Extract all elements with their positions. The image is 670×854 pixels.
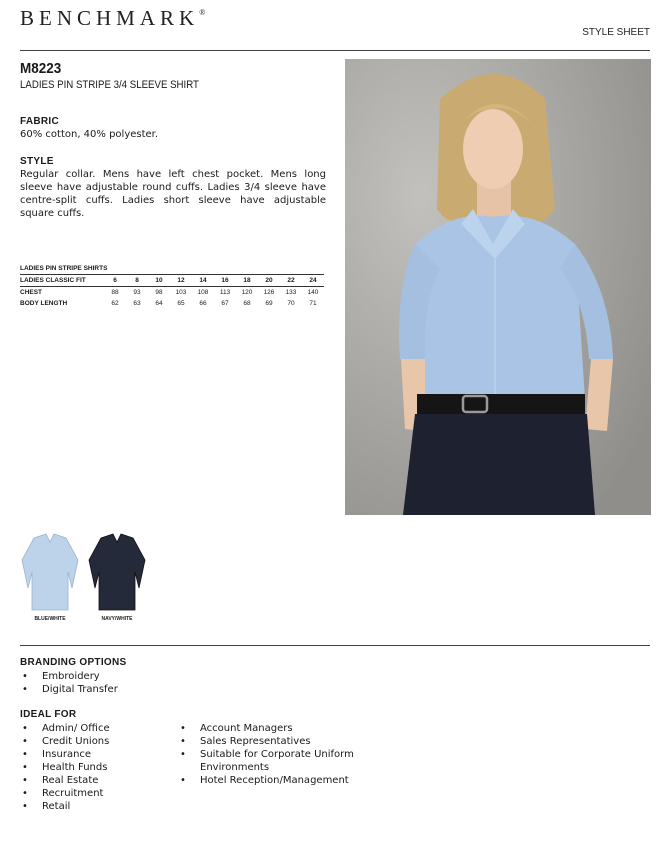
chest-cell: 93 [126, 287, 148, 299]
size-cell: 20 [258, 275, 280, 287]
ideal-for-list-right [178, 722, 354, 787]
brand-logo [20, 6, 205, 31]
size-chart-title: LADIES PIN STRIPE SHIRTS [20, 265, 108, 272]
list-item-continuation: Environments [200, 762, 270, 773]
size-cell: 22 [280, 275, 302, 287]
list-item: • Admin/ Office [20, 722, 110, 735]
style-heading: STYLE [20, 156, 54, 167]
registered-mark: ® [199, 8, 206, 17]
header-divider [20, 50, 650, 51]
size-cell: 12 [170, 275, 192, 287]
size-cell: 14 [192, 275, 214, 287]
length-cell: 62 [111, 300, 119, 307]
row-label-chest: CHEST [20, 287, 104, 299]
chest-cell: 120 [236, 287, 258, 299]
fabric-heading: FABRIC [20, 116, 60, 127]
fabric-text: 60% cotton, 40% polyester. [20, 129, 159, 140]
style-sheet-label: STYLE SHEET [582, 27, 650, 38]
chest-cell: 98 [148, 287, 170, 299]
length-cell: 66 [199, 300, 207, 307]
branding-list [20, 670, 118, 696]
chest-cell: 108 [192, 287, 214, 299]
chest-cell: 126 [258, 287, 280, 299]
chest-cell: 103 [170, 287, 192, 299]
list-item: • Insurance [20, 748, 110, 761]
chest-cell: 140 [302, 287, 324, 299]
shirt-thumbnail-navy [87, 530, 147, 613]
length-cell: 65 [177, 300, 185, 307]
model-photo [345, 59, 651, 515]
chest-cell: 88 [104, 287, 126, 299]
section-divider [20, 645, 650, 646]
list-item: • Embroidery [20, 670, 118, 683]
list-item: • Suitable for Corporate Uniform [178, 748, 354, 761]
size-cell: 18 [236, 275, 258, 287]
size-cell: 6 [104, 275, 126, 287]
list-item: • Retail [20, 800, 110, 813]
list-item: • Digital Transfer [20, 683, 118, 696]
length-cell: 70 [287, 300, 295, 307]
chest-cell: 133 [280, 287, 302, 299]
list-item: • Sales Representatives [178, 735, 354, 748]
product-name: LADIES PIN STRIPE 3/4 SLEEVE SHIRT [20, 79, 199, 91]
length-cell: 71 [309, 300, 317, 307]
length-cell: 67 [221, 300, 229, 307]
shirt-thumbnail-blue [20, 530, 80, 613]
swatch-caption: BLUE/WHITE [34, 616, 66, 622]
ideal-for-heading: IDEAL FOR [20, 709, 77, 720]
size-cell: 10 [148, 275, 170, 287]
list-item: • Real Estate [20, 774, 110, 787]
swatch-caption: NAVY/WHITE [101, 616, 133, 622]
ideal-for-list-left [20, 722, 110, 813]
model-illustration [345, 59, 651, 515]
size-cell: 24 [302, 275, 324, 287]
chest-cell: 113 [214, 287, 236, 299]
branding-heading: BRANDING OPTIONS [20, 657, 127, 668]
size-chart [20, 263, 324, 309]
list-item: • Credit Unions [20, 735, 110, 748]
length-cell: 69 [265, 300, 273, 307]
length-cell: 63 [133, 300, 141, 307]
length-cell: 64 [155, 300, 163, 307]
fit-label: LADIES CLASSIC FIT [20, 275, 104, 287]
size-cell: 16 [214, 275, 236, 287]
product-code: M8223 [20, 60, 62, 77]
swatch-blue-white [20, 530, 80, 613]
style-text: Regular collar. Mens have left chest pocket. Mens long sleeve have adjustable round cuffs. Ladies 3/4 sleeve have centre-split cuffs. Ladies short sleeve have adjustable square cuffs. [20, 169, 326, 219]
list-item: • Account Managers [178, 722, 354, 735]
size-cell: 8 [126, 275, 148, 287]
length-cell: 68 [243, 300, 251, 307]
row-label-body-length: BODY LENGTH [20, 300, 68, 307]
swatch-navy-white [87, 530, 147, 613]
list-item: • Health Funds [20, 761, 110, 774]
list-item: • Hotel Reception/Management [178, 774, 354, 787]
list-item: • Recruitment [20, 787, 110, 800]
brand-name: BENCHMARK [20, 6, 200, 30]
